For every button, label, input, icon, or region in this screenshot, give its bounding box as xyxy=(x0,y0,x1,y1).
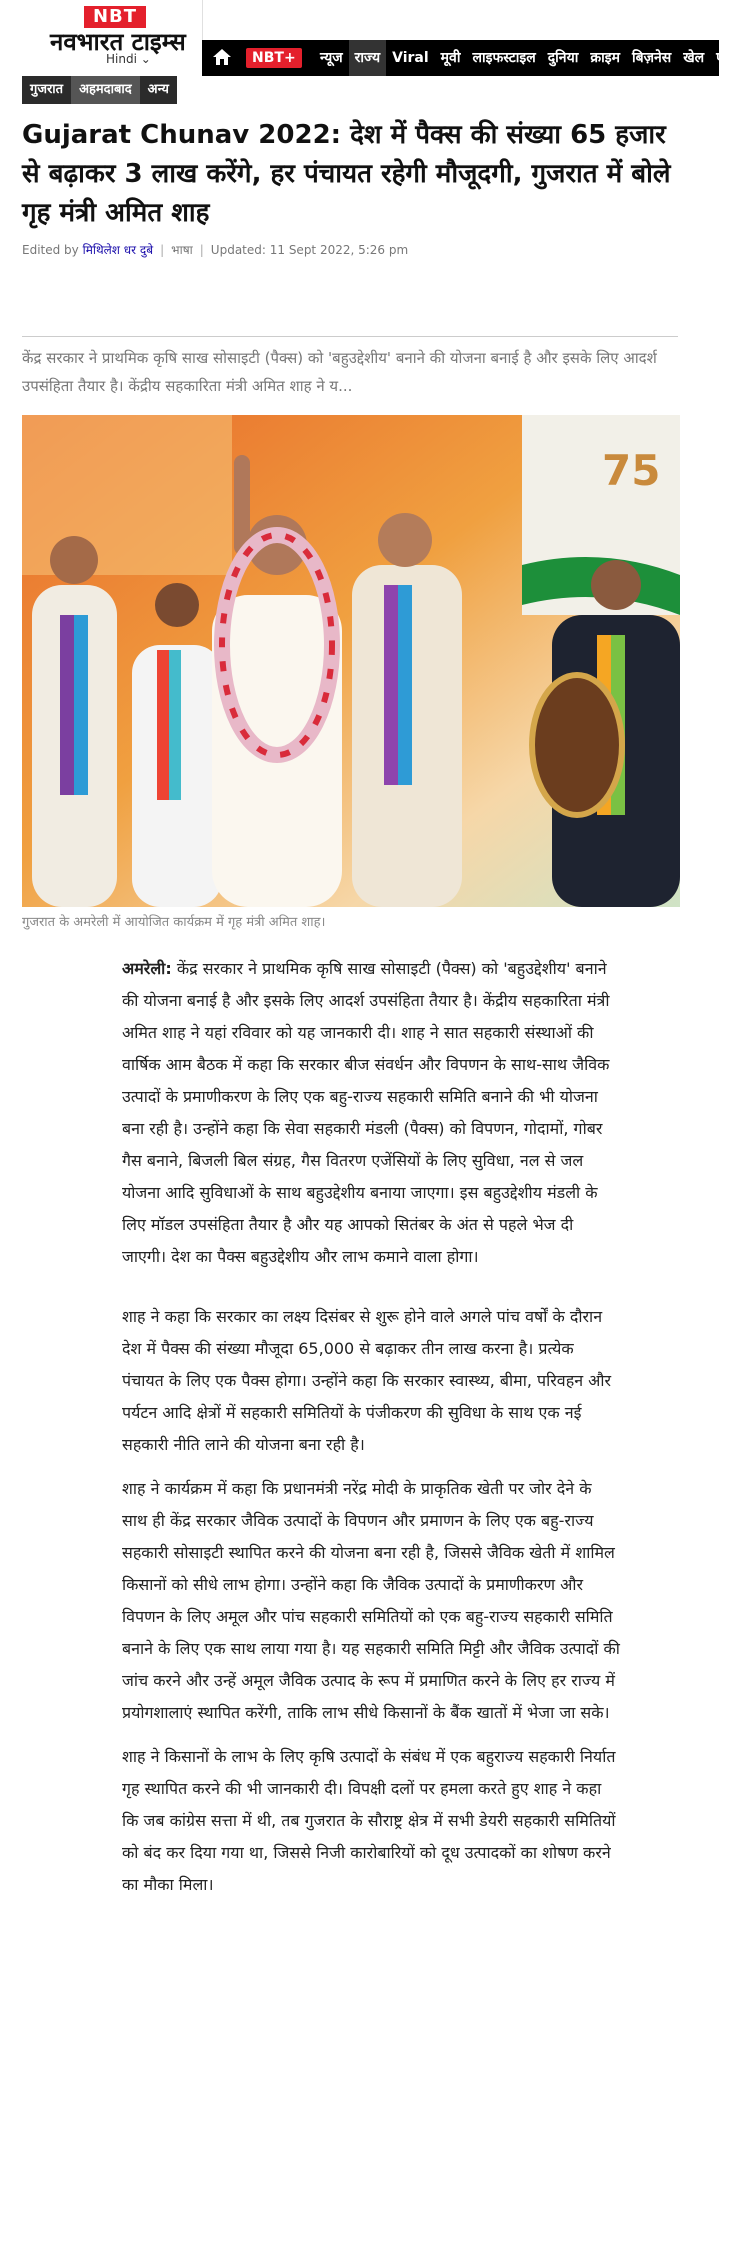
nav-item[interactable]: मूवी xyxy=(440,50,461,66)
chevron-down-icon: ⌄ xyxy=(140,52,151,66)
nav-item[interactable]: क्राइम xyxy=(590,50,620,66)
article-title: Gujarat Chunav 2022: देश में पैक्स की संख्या 65 हजार से बढ़ाकर 3 लाख करेंगे, हर पंचायत रहेगी मौजूदगी, गुजरात में बोले गृह मंत्री अमित शाह xyxy=(22,120,671,228)
nav-item[interactable]: लाइफस्टाइल xyxy=(472,50,536,66)
dateline: अमरेली: xyxy=(122,959,172,978)
logo-badge: NBT xyxy=(84,6,146,28)
edited-by-label: Edited by xyxy=(22,243,79,257)
site-header xyxy=(0,0,724,97)
author-link[interactable]: मिथिलेश धर दुबे xyxy=(82,243,154,257)
svg-text:75: 75 xyxy=(602,446,661,495)
home-icon[interactable] xyxy=(204,40,240,76)
nbt-plus-link[interactable]: NBT+ xyxy=(246,48,302,68)
nav-item[interactable]: न्यूज xyxy=(320,50,343,66)
source-label: भाषा xyxy=(171,243,193,257)
breadcrumb-item[interactable]: अहमदाबाद xyxy=(71,76,140,104)
article-paragraph: शाह ने किसानों के लाभ के लिए कृषि उत्पादों के संबंध में एक बहुराज्य सहकारी निर्यात गृह स्थापित करने की भी जानकारी दी। विपक्षी दलों पर हमला करते हुए शाह ने कहा कि जब कांग्रेस सत्ता में थी, तब गुजरात के सौराष्ट्र क्षेत्र में सभी डेयरी सहकारी समितियों को बंद कर दिया गया था, जिससे निजी कारोबारियों को दूध उत्पादकों का शोषण करने का मौका मिला। xyxy=(122,1747,616,1894)
nav-item[interactable]: Viral xyxy=(392,50,429,66)
language-label: Hindi xyxy=(106,52,137,66)
breadcrumb-item[interactable]: अन्य xyxy=(147,82,169,97)
divider xyxy=(22,336,678,337)
top-navigation xyxy=(202,40,724,76)
nav-items xyxy=(314,40,730,76)
nav-item[interactable]: ए xyxy=(716,50,724,66)
nav-item[interactable]: राज्य xyxy=(349,40,386,76)
language-selector[interactable] xyxy=(106,52,151,66)
nav-item[interactable]: बिज़नेस xyxy=(631,50,672,66)
paragraph-text: केंद्र सरकार ने प्राथमिक कृषि साख सोसाइटी (पैक्स) को 'बहुउद्देशीय' बनाने की योजना बनाई है और इसके लिए आदर्श उपसंहिता तैयार है। केंद्रीय सहकारिता मंत्री अमित शाह ने यहां रविवार को यह जानकारी दी। शाह ने सात सहकारी संस्थाओं की वार्षिक आम बैठक में कहा कि सरकार बीज संवर्धन और विपणन के साथ-साथ जैविक उत्पादों के प्रमाणीकरण के लिए एक बहु-राज्य सहकारी समिति बनाने की भी योजना बना रही है। उन्होंने कहा कि सेवा सहकारी मंडली (पैक्स) को विपणन, गोदामों, गोबर गैस बनाने, बिजली बिल संग्रह, गैस वितरण एजेंसियों के लिए सुविधा, नल से जल योजना आदि सुविधाओं के साथ बहुउद्देशीय बनाया जाएगा। इस बहुउद्देशीय मंडली के लिए मॉडल उपसंहिता तैयार है और यह आपको सितंबर के अंत से पहले भेज दी जाएगी। देश का पैक्स बहुउद्देशीय और लाभ कमाने वाला होगा। xyxy=(122,959,610,1266)
updated-timestamp: Updated: 11 Sept 2022, 5:26 pm xyxy=(210,243,409,257)
article-paragraph: शाह ने कार्यक्रम में कहा कि प्रधानमंत्री नरेंद्र मोदी के प्राकृतिक खेती पर जोर देने के साथ ही केंद्र सरकार जैविक उत्पादों के विपणन और प्रमाणन के लिए एक बहु-राज्य सहकारी सोसाइटी स्थापित करने की योजना बना रही है, जिससे जैविक खेती में शामिल किसानों को सीधे लाभ होगा। उन्होंने कहा कि जैविक उत्पादों के प्रमाणीकरण और विपणन के लिए अमूल और पांच सहकारी समितियों को एक बहु-राज्य सहकारी समिति बनाने के लिए एक साथ लाया गया है। यह सहकारी समिति मिट्टी और जैविक उत्पादों की जांच करने और उन्हें अमूल जैविक उत्पाद के रूप में प्रमाणित करने के लिए हर राज्य में प्रयोगशालाएं स्थापित करेंगी, ताकि लाभ सीधे किसानों के बैंक खातों में भेजा जा सके। xyxy=(122,1479,620,1722)
nav-item[interactable]: दुनिया xyxy=(547,50,579,66)
article-paragraph: शाह ने कहा कि सरकार का लक्ष्य दिसंबर से शुरू होने वाले अगले पांच वर्षों के दौरान देश में पैक्स की संख्या मौजूदा 65,000 से बढ़ाकर तीन लाख करना है। प्रत्येक पंचायत के लिए एक पैक्स होगा। उन्होंने कहा कि सरकार स्वास्थ्य, बीमा, परिवहन और पर्यटन आदि क्षेत्रों में सहकारी समितियों के पंजीकरण की सुविधा के साथ एक नई सहकारी नीति लाने की योजना बना रही है। xyxy=(122,1307,612,1454)
article-body xyxy=(122,953,620,1901)
breadcrumb-item[interactable]: गुजरात xyxy=(30,82,64,97)
photo-illustration xyxy=(22,415,680,907)
byline: Edited by मिथिलेश धर दुबे | भाषा | Updated: 11 Sept 2022, 5:26 pm xyxy=(22,243,409,257)
article-summary: केंद्र सरकार ने प्राथमिक कृषि साख सोसाइटी (पैक्स) को 'बहुउद्देशीय' बनाने की योजना बनाई है और इसके लिए आदर्श उपसंहिता तैयार है। केंद्रीय सहकारिता मंत्री अमित शाह ने य... xyxy=(22,349,657,395)
site-logo[interactable] xyxy=(22,0,203,68)
logo-name: नवभारत टाइम्स xyxy=(50,28,186,56)
breadcrumb xyxy=(22,76,177,104)
article-paragraph xyxy=(122,953,620,1273)
article-photo[interactable] xyxy=(22,415,680,907)
nav-item[interactable]: खेल xyxy=(683,50,705,66)
photo-caption: गुजरात के अमरेली में आयोजित कार्यक्रम में गृह मंत्री अमित शाह। xyxy=(22,915,326,930)
